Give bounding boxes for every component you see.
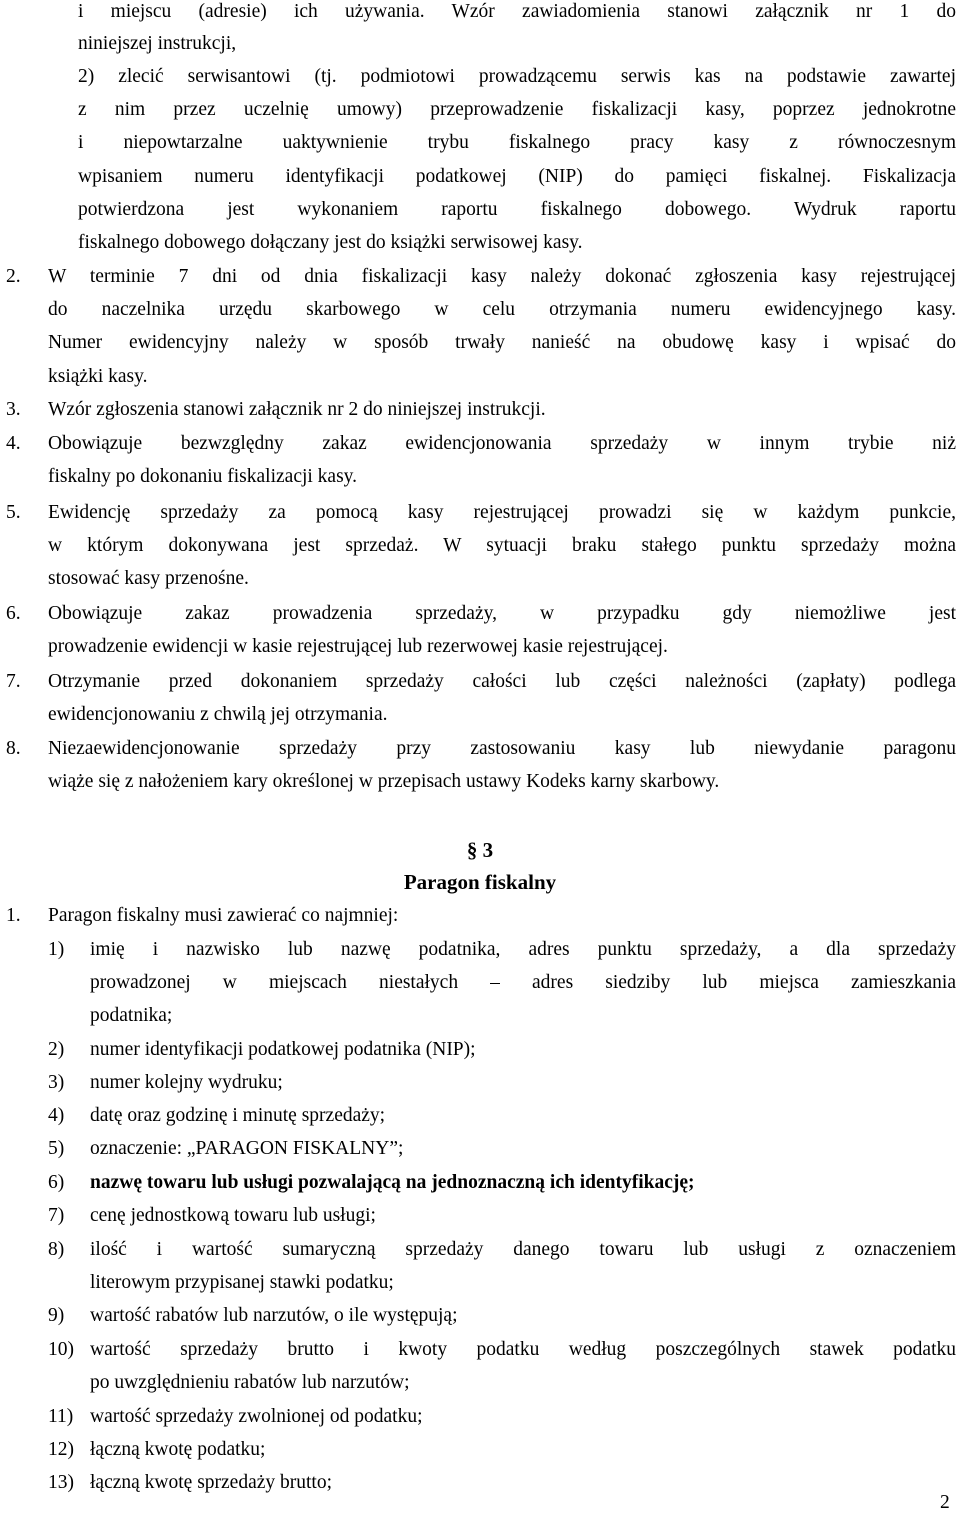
list-number: 10) xyxy=(48,1339,74,1360)
list-number: 8) xyxy=(48,1239,65,1260)
text-line: numer identyfikacji podatkowej podatnika (NIP); xyxy=(90,1039,476,1060)
text-line: potwierdzona jest wykonaniem raportu fiskalnego dobowego. Wydruk raportu xyxy=(78,199,956,220)
list-number: 2) xyxy=(48,1039,65,1060)
list-number: 5. xyxy=(6,502,21,523)
text-line: i niepowtarzalne uaktywnienie trybu fiskalnego pracy kasy z równoczesnym xyxy=(78,132,956,153)
text-line: Obowiązuje bezwzględny zakaz ewidencjonowania sprzedaży w innym trybie niż xyxy=(48,433,956,454)
text-line: z nim przez uczelnię umowy) przeprowadzenie fiskalizacji kasy, poprzez jednokrotne xyxy=(78,99,956,120)
text-line: wiąże się z nałożeniem kary określonej w przepisach ustawy Kodeks karny skarbowy. xyxy=(48,771,720,792)
text-line: Obowiązuje zakaz prowadzenia sprzedaży, w przypadku gdy niemożliwe jest xyxy=(48,603,956,624)
text-line: wartość sprzedaży brutto i kwoty podatku według poszczególnych stawek podatku xyxy=(90,1339,956,1360)
list-number: 3. xyxy=(6,399,21,420)
list-number: 9) xyxy=(48,1305,65,1326)
text-line: ilość i wartość sumaryczną sprzedaży danego towaru lub usługi z oznaczeniem xyxy=(90,1239,956,1260)
text-line: 2) zlecić serwisantowi (tj. podmiotowi prowadzącemu serwis kas na podstawie zawartej xyxy=(78,66,956,87)
text-line: Otrzymanie przed dokonaniem sprzedaży całości lub części należności (zapłaty) podlega xyxy=(48,671,956,692)
text-line: i miejscu (adresie) ich używania. Wzór zawiadomienia stanowi załącznik nr 1 do xyxy=(78,1,956,22)
section-title: Paragon fiskalny xyxy=(403,870,557,894)
text-line: niniejszej instrukcji, xyxy=(78,33,237,54)
list-number: 1) xyxy=(48,939,65,960)
text-line: imię i nazwisko lub nazwę podatnika, adres punktu sprzedaży, a dla sprzedaży xyxy=(90,939,956,960)
text-line: fiskalny po dokonaniu fiskalizacji kasy. xyxy=(48,466,358,487)
text-line: Numer ewidencyjny należy w sposób trwały nanieść na obudowę kasy i wpisać do xyxy=(48,332,956,353)
list-number: 7. xyxy=(6,671,21,692)
text-line: prowadzonej w miejscach niestałych – adres siedziby lub miejsca zamieszkania xyxy=(90,972,956,993)
list-number: 11) xyxy=(48,1406,74,1427)
text-line: oznaczenie: „PARAGON FISKALNY”; xyxy=(90,1138,404,1159)
text-line: ewidencjonowaniu z chwilą jej otrzymania. xyxy=(48,704,388,725)
list-number: 5) xyxy=(48,1138,65,1159)
text-line: książki kasy. xyxy=(48,366,148,387)
text-line: do naczelnika urzędu skarbowego w celu otrzymania numeru ewidencyjnego kasy. xyxy=(48,299,956,320)
list-number: 2. xyxy=(6,266,21,287)
text-line: W terminie 7 dni od dnia fiskalizacji kasy należy dokonać zgłoszenia kasy rejestrującej xyxy=(48,266,956,287)
text-line: Paragon fiskalny musi zawierać co najmniej: xyxy=(48,905,399,926)
list-number: 4. xyxy=(6,433,21,454)
text-line: Wzór zgłoszenia stanowi załącznik nr 2 do niniejszej instrukcji. xyxy=(48,399,546,420)
text-line: numer kolejny wydruku; xyxy=(90,1072,283,1093)
list-number: 4) xyxy=(48,1105,65,1126)
section-heading-number xyxy=(0,836,960,864)
list-number: 13) xyxy=(48,1472,74,1493)
section-number: 3 xyxy=(482,838,494,862)
text-line: Niezaewidencjonowanie sprzedaży przy zastosowaniu kasy lub niewydanie paragonu xyxy=(48,738,956,759)
text-line: stosować kasy przenośne. xyxy=(48,568,249,589)
text-line: łączną kwotę podatku; xyxy=(90,1439,266,1460)
text-line: łączną kwotę sprzedaży brutto; xyxy=(90,1472,333,1493)
list-number: 1. xyxy=(6,905,21,926)
page-number: 2 xyxy=(940,1492,950,1513)
text-line: cenę jednostkową towaru lub usługi; xyxy=(90,1205,376,1226)
text-line: Ewidencję sprzedaży za pomocą kasy rejestrującej prowadzi się w każdym punkcie, xyxy=(48,502,956,523)
list-number: 12) xyxy=(48,1439,74,1460)
text-line: wpisaniem numeru identyfikacji podatkowej (NIP) do pamięci fiskalnej. Fiskalizacja xyxy=(78,166,956,187)
list-number: 8. xyxy=(6,738,21,759)
text-line: literowym przypisanej stawki podatku; xyxy=(90,1272,394,1293)
text-line-bold: nazwę towaru lub usługi pozwalającą na jednoznaczną ich identyfikację; xyxy=(90,1172,695,1193)
list-number: 6. xyxy=(6,603,21,624)
text-line: w którym dokonywana jest sprzedaż. W sytuacji braku stałego punktu sprzedaży można xyxy=(48,535,956,556)
text-line: po uwzględnieniu rabatów lub narzutów; xyxy=(90,1372,410,1393)
text-line: prowadzenie ewidencji w kasie rejestrującej lub rezerwowej kasie rejestrującej. xyxy=(48,636,668,657)
list-number: 6) xyxy=(48,1172,65,1193)
list-number: 7) xyxy=(48,1205,65,1226)
text-line: datę oraz godzinę i minutę sprzedaży; xyxy=(90,1105,386,1126)
text-line: podatnika; xyxy=(90,1005,173,1026)
list-number: 3) xyxy=(48,1072,65,1093)
paragraph-symbol: § xyxy=(466,838,478,862)
text-line: fiskalnego dobowego dołączany jest do książki serwisowej kasy. xyxy=(78,232,583,253)
text-line: wartość rabatów lub narzutów, o ile występują; xyxy=(90,1305,458,1326)
text-line: wartość sprzedaży zwolnionej od podatku; xyxy=(90,1406,423,1427)
